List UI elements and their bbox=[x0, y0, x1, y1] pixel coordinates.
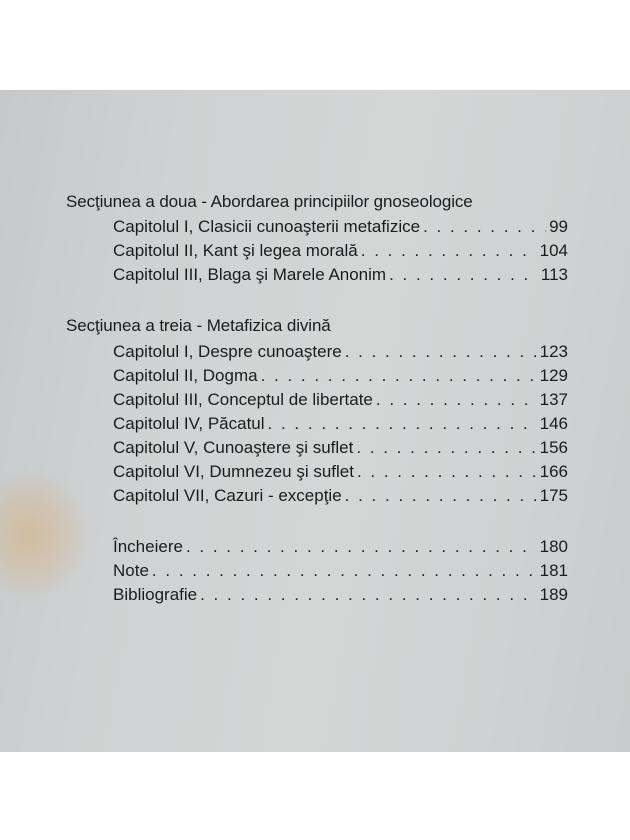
entry-page: 180 bbox=[539, 537, 568, 556]
entry-title: Capitolul II, Kant şi legea morală bbox=[113, 241, 358, 260]
toc-entry bbox=[113, 265, 568, 285]
entry-page: 189 bbox=[539, 585, 568, 604]
entry-title: Capitolul VII, Cazuri - excepţie bbox=[113, 486, 342, 505]
entry-page: 146 bbox=[539, 414, 568, 433]
toc-entry bbox=[113, 342, 568, 362]
toc-entry bbox=[113, 438, 568, 458]
toc-entry-conclusion bbox=[113, 537, 568, 557]
toc-entry bbox=[113, 366, 568, 386]
entry-page: 123 bbox=[539, 342, 568, 361]
entry-title: Capitolul VI, Dumnezeu şi suflet bbox=[113, 462, 354, 481]
section-heading-3: Secţiunea a treia - Metafizica divină bbox=[66, 316, 331, 335]
dot-leader bbox=[261, 366, 537, 386]
dot-leader bbox=[423, 217, 546, 237]
table-of-contents bbox=[0, 90, 630, 752]
toc-entry bbox=[113, 390, 568, 410]
toc-entry-notes bbox=[113, 561, 568, 581]
entry-title: Capitolul IV, Păcatul bbox=[113, 414, 265, 433]
entry-page: 181 bbox=[539, 561, 568, 580]
entry-title: Capitolul II, Dogma bbox=[113, 366, 258, 385]
toc-entry-bibliography bbox=[113, 585, 568, 605]
dot-leader bbox=[361, 241, 537, 261]
entry-title: Capitolul I, Clasicii cunoaşterii metafizice bbox=[113, 217, 421, 236]
entry-page: 175 bbox=[539, 486, 568, 505]
entry-page: 137 bbox=[539, 390, 568, 409]
dot-leader bbox=[200, 585, 537, 605]
entry-page: 156 bbox=[539, 438, 568, 457]
entry-title: Capitolul I, Despre cunoaştere bbox=[113, 342, 342, 361]
entry-page: 129 bbox=[539, 366, 568, 385]
entry-page: 166 bbox=[539, 462, 568, 481]
dot-leader bbox=[376, 390, 537, 410]
entry-title: Capitolul III, Conceptul de libertate bbox=[113, 390, 373, 409]
book-page bbox=[0, 90, 630, 752]
toc-entry bbox=[113, 217, 568, 237]
dot-leader bbox=[345, 342, 537, 362]
entry-title: Capitolul V, Cunoaştere şi suflet bbox=[113, 438, 354, 457]
toc-entry bbox=[113, 462, 568, 482]
entry-title: Note bbox=[113, 561, 149, 580]
entry-title: Capitolul III, Blaga şi Marele Anonim bbox=[113, 265, 387, 284]
toc-entry bbox=[113, 414, 568, 434]
entry-page: 99 bbox=[549, 217, 568, 236]
dot-leader bbox=[357, 462, 537, 482]
section-heading-2: Secţiunea a doua - Abordarea principiilor gnoseologice bbox=[66, 192, 473, 211]
dot-leader bbox=[389, 265, 538, 285]
dot-leader bbox=[356, 438, 536, 458]
toc-entry bbox=[113, 486, 568, 506]
entry-title: Încheiere bbox=[113, 537, 183, 556]
dot-leader bbox=[186, 537, 537, 557]
toc-entry bbox=[113, 241, 568, 261]
entry-page: 104 bbox=[539, 241, 568, 260]
dot-leader bbox=[152, 561, 537, 581]
entry-page: 113 bbox=[540, 265, 568, 284]
dot-leader bbox=[345, 486, 537, 506]
dot-leader bbox=[268, 414, 537, 434]
entry-title: Bibliografie bbox=[113, 585, 198, 604]
